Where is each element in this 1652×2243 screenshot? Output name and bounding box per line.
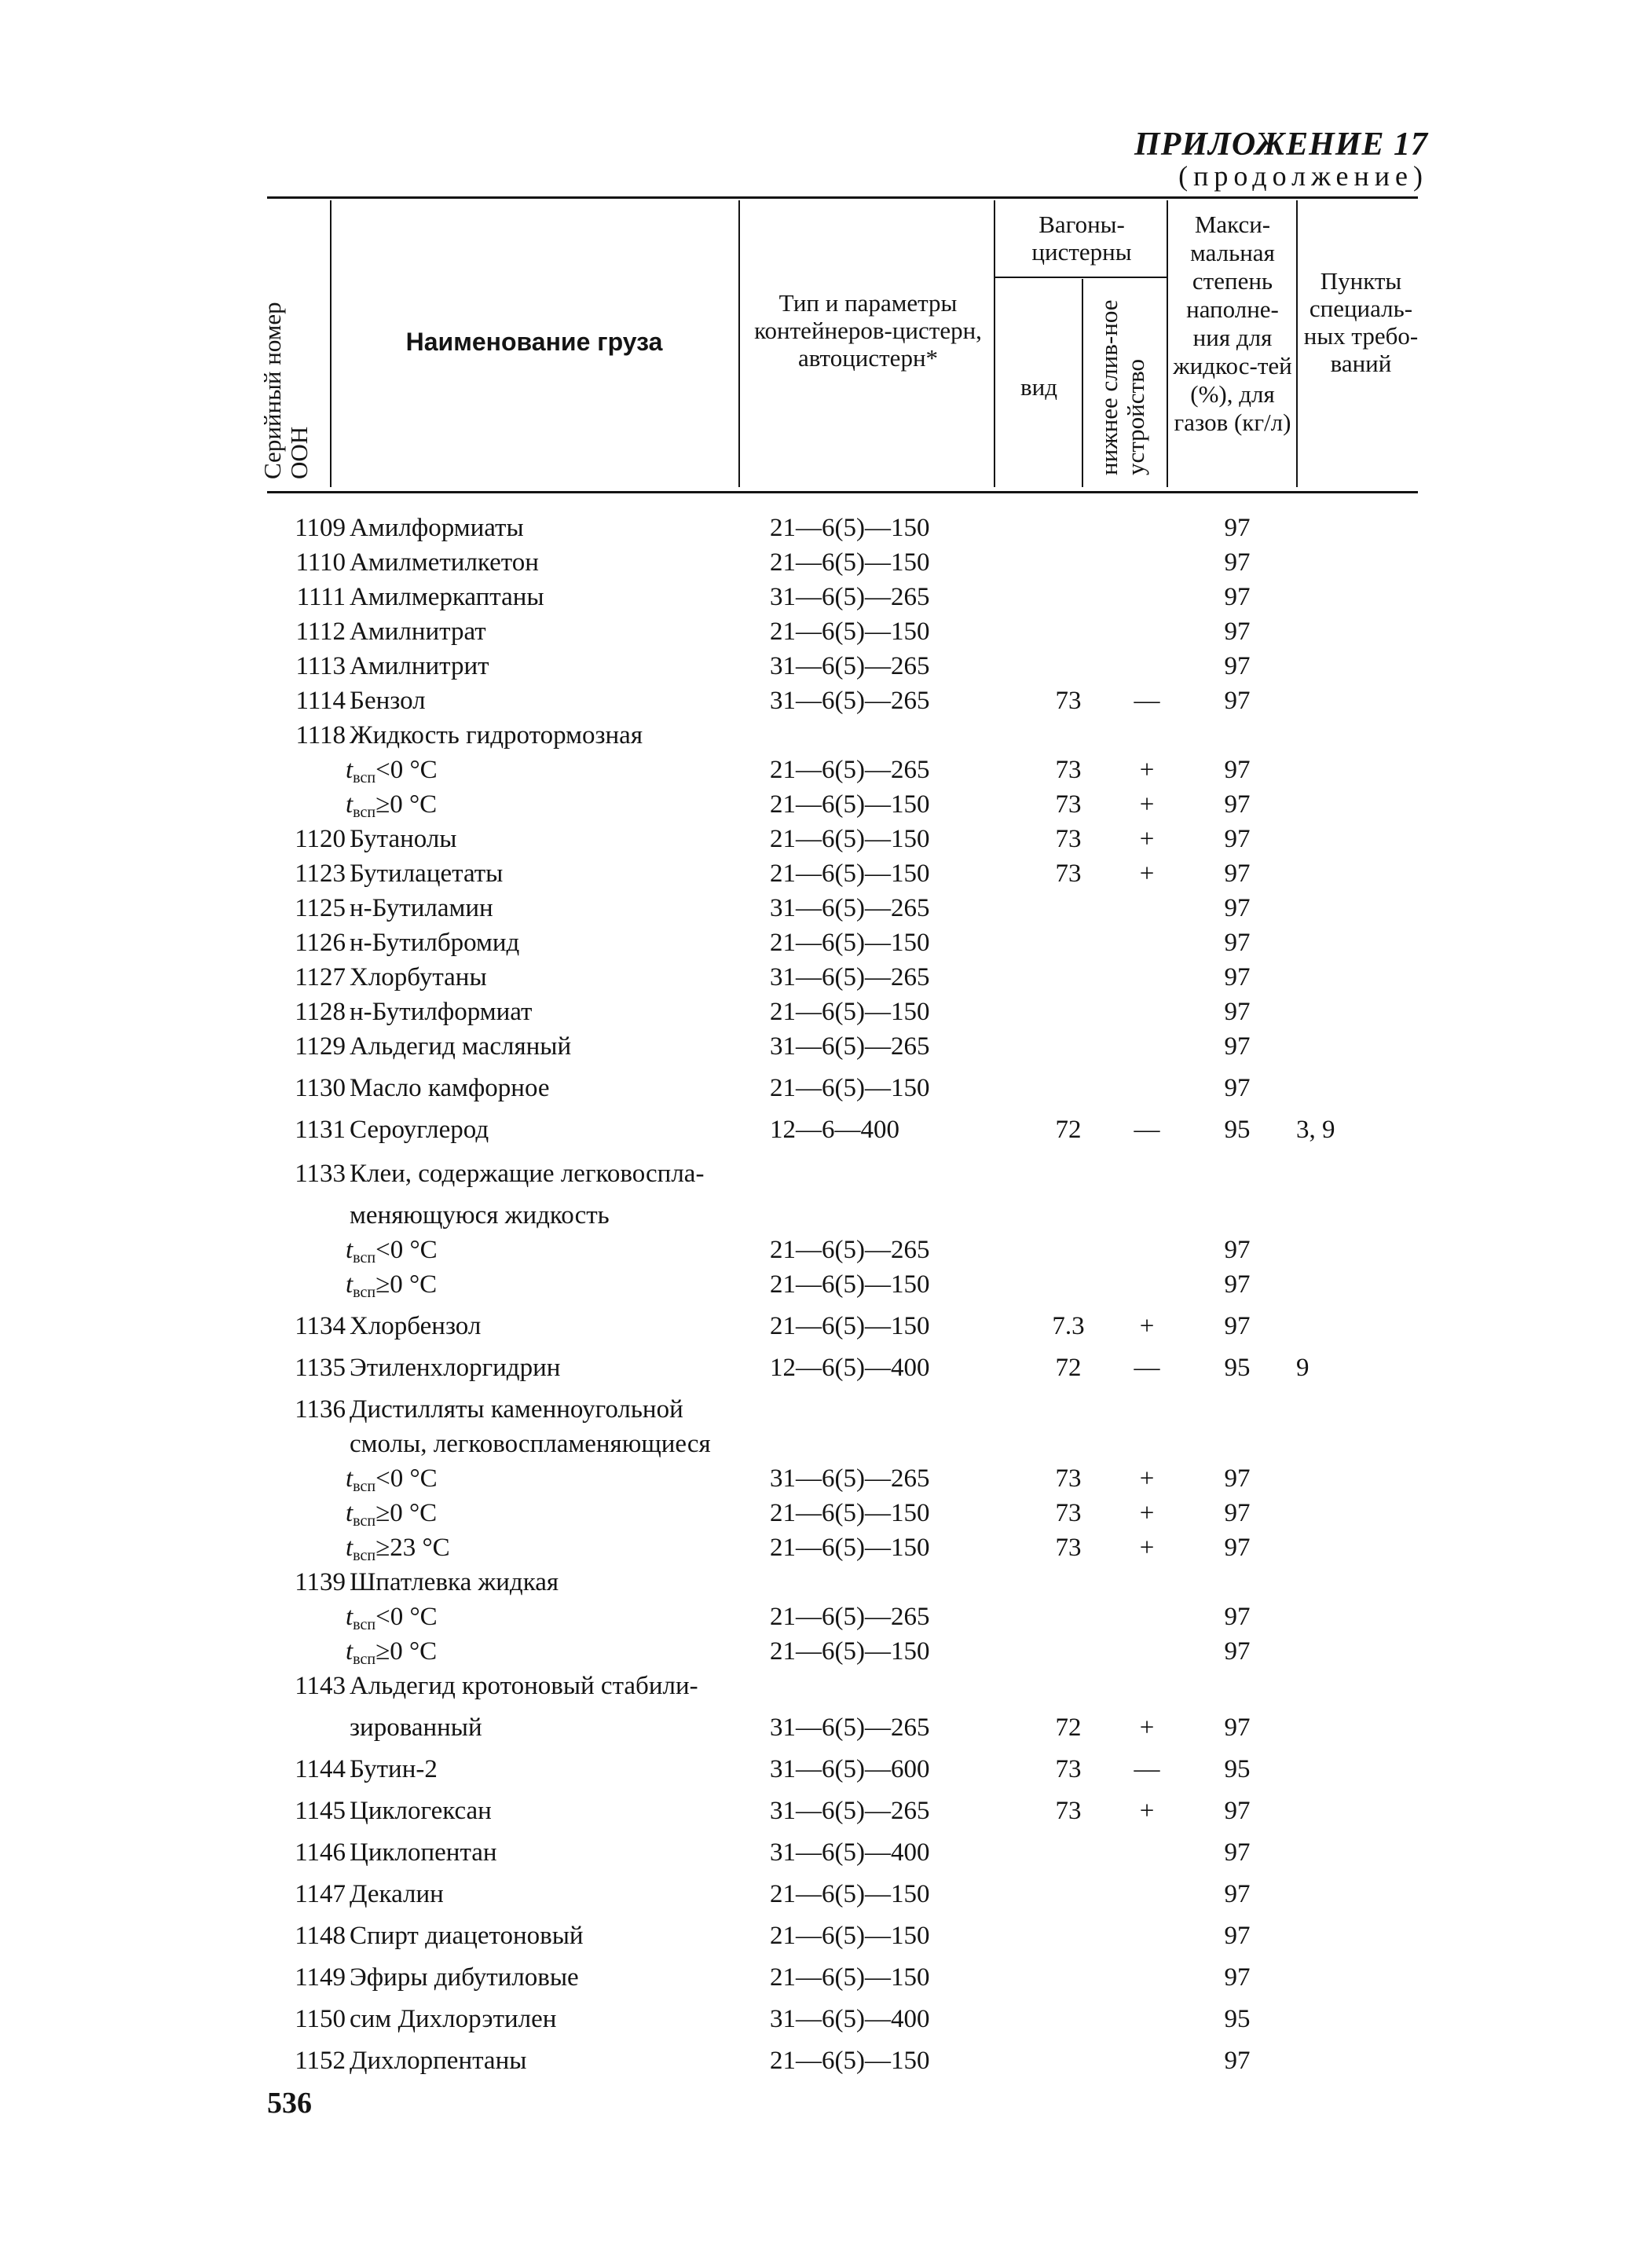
cargo-name: Декалин <box>350 1880 444 1908</box>
max-fill: 95 <box>1224 1755 1251 1783</box>
flash-point-subscript: всп <box>353 804 376 821</box>
serial-number: 1110 <box>295 548 346 577</box>
table-row <box>267 1461 1445 1496</box>
table-row <box>267 1392 1445 1427</box>
flash-point-symbol: t <box>346 1236 353 1264</box>
serial-number: 1148 <box>295 1922 346 1950</box>
cargo-name: Амилформиаты <box>350 514 524 542</box>
cargo-name: смолы, легковоспламеняющиеся <box>350 1430 711 1458</box>
wagon-kind: 72 <box>1055 1713 1082 1742</box>
container-type: 21—6(5)—150 <box>770 2047 930 2075</box>
flash-point-symbol: t <box>346 1534 353 1562</box>
wagon-kind: 73 <box>1055 1499 1082 1527</box>
serial-number: 1134 <box>295 1312 346 1340</box>
cargo-name: меняющуюся жидкость <box>350 1201 610 1230</box>
table-row <box>267 1530 1445 1565</box>
table-row <box>267 1919 1445 1953</box>
table-row <box>267 822 1445 856</box>
table-row <box>267 891 1445 925</box>
cargo-name: сим Дихлорэтилен <box>350 2005 557 2033</box>
header-bottom-rule <box>267 491 1418 493</box>
table-row <box>267 1877 1445 1911</box>
max-fill: 97 <box>1224 1534 1251 1562</box>
flash-point-symbol: t <box>346 790 353 819</box>
max-fill: 97 <box>1224 756 1251 784</box>
bottom-drain: — <box>1134 687 1160 715</box>
cargo-name: Сероуглерод <box>350 1116 489 1144</box>
header-name: Наименование груза <box>405 328 663 356</box>
bottom-drain: + <box>1139 1713 1155 1742</box>
cargo-name: Хлорбутаны <box>350 963 487 991</box>
table-row <box>267 1669 1445 1703</box>
table-row <box>267 753 1445 787</box>
cargo-name: Дистилляты каменноугольной <box>350 1395 683 1424</box>
max-fill: 95 <box>1224 2005 1251 2033</box>
flash-point-condition: <0 °C <box>375 1464 438 1493</box>
container-type: 21—6(5)—150 <box>770 548 930 577</box>
wagon-kind: 73 <box>1055 790 1082 819</box>
flash-point-symbol: t <box>346 1499 353 1527</box>
divider-wagons <box>1167 200 1168 487</box>
serial-number: 1131 <box>295 1116 346 1144</box>
table-row <box>267 1156 1445 1191</box>
container-type: 12—6(5)—400 <box>770 1354 930 1382</box>
container-type: 31—6(5)—400 <box>770 2005 930 2033</box>
bottom-drain: — <box>1134 1116 1160 1144</box>
container-type: 31—6(5)—265 <box>770 583 930 611</box>
max-fill: 97 <box>1224 2047 1251 2075</box>
bottom-drain: — <box>1134 1755 1160 1783</box>
flash-point-symbol: t <box>346 1464 353 1493</box>
header-max-fill: Макси-мальная степень наполне-ния для жидкос-тей (%), для газов (кг/л) <box>1173 211 1292 436</box>
table-row <box>267 1710 1445 1745</box>
serial-number: 1112 <box>295 618 346 646</box>
container-type: 21—6(5)—150 <box>770 1534 930 1562</box>
divider-serial <box>330 200 331 487</box>
container-type: 31—6(5)—600 <box>770 1755 930 1783</box>
bottom-drain: + <box>1139 790 1155 819</box>
cargo-name: Этиленхлоргидрин <box>350 1354 561 1382</box>
header-wagon-kind: вид <box>1020 373 1057 401</box>
max-fill: 97 <box>1224 1236 1251 1264</box>
cargo-name: н-Бутиламин <box>350 894 493 922</box>
table-row <box>267 925 1445 960</box>
flash-point-condition: ≥23 °C <box>375 1534 450 1562</box>
serial-number: 1139 <box>295 1568 346 1596</box>
bottom-drain: + <box>1139 859 1155 888</box>
cargo-name: зированный <box>350 1713 482 1742</box>
table-row <box>267 1071 1445 1105</box>
serial-number: 1120 <box>295 825 346 853</box>
serial-number: 1149 <box>295 1963 346 1992</box>
flash-point-condition: <0 °C <box>375 1236 438 1264</box>
container-type: 21—6(5)—150 <box>770 1963 930 1992</box>
container-type: 21—6(5)—150 <box>770 1637 930 1666</box>
table-row <box>267 1752 1445 1787</box>
wagon-kind: 73 <box>1055 859 1082 888</box>
max-fill: 97 <box>1224 1713 1251 1742</box>
cargo-name: Бутилацетаты <box>350 859 504 888</box>
container-type: 21—6(5)—150 <box>770 1922 930 1950</box>
bottom-drain: + <box>1139 1312 1155 1340</box>
cargo-name: Амилнитрат <box>350 618 486 646</box>
max-fill: 97 <box>1224 1270 1251 1299</box>
table-row <box>267 787 1445 822</box>
cargo-name: Дихлорпентаны <box>350 2047 527 2075</box>
flash-point-subscript: всп <box>353 1547 376 1564</box>
max-fill: 95 <box>1224 1116 1251 1144</box>
serial-number: 1126 <box>295 929 346 957</box>
bottom-drain: + <box>1139 1534 1155 1562</box>
max-fill: 97 <box>1224 1797 1251 1825</box>
bottom-drain: + <box>1139 1499 1155 1527</box>
cargo-name: н-Бутилбромид <box>350 929 520 957</box>
max-fill: 97 <box>1224 825 1251 853</box>
serial-number: 1125 <box>295 894 346 922</box>
container-type: 21—6(5)—150 <box>770 1499 930 1527</box>
header-type: Тип и параметры контейнеров-цистерн, автоцистерн* <box>754 289 982 372</box>
flash-point-condition: ≥0 °C <box>375 1499 438 1527</box>
table-row <box>267 960 1445 995</box>
max-fill: 97 <box>1224 1880 1251 1908</box>
wagon-kind: 73 <box>1055 756 1082 784</box>
serial-number: 1123 <box>295 859 346 888</box>
max-fill: 97 <box>1224 998 1251 1026</box>
cargo-name: Эфиры дибутиловые <box>350 1963 579 1992</box>
wagon-kind: 73 <box>1055 1755 1082 1783</box>
wagon-kind: 73 <box>1055 1534 1082 1562</box>
serial-number: 1144 <box>295 1755 346 1783</box>
table-row <box>267 1198 1445 1233</box>
flash-point-symbol: t <box>346 756 353 784</box>
max-fill: 97 <box>1224 618 1251 646</box>
container-type: 21—6(5)—150 <box>770 998 930 1026</box>
table-row <box>267 580 1445 614</box>
container-type: 21—6(5)—150 <box>770 1880 930 1908</box>
serial-number: 1135 <box>295 1354 346 1382</box>
max-fill: 97 <box>1224 1922 1251 1950</box>
flash-point-condition: ≥0 °C <box>375 1270 438 1299</box>
container-type: 21—6(5)—265 <box>770 1236 930 1264</box>
header-wagons: Вагоны-цистерны <box>1031 211 1132 266</box>
flash-point-condition: <0 °C <box>375 756 438 784</box>
cargo-name: Спирт диацетоновый <box>350 1922 584 1950</box>
bottom-drain: + <box>1139 756 1155 784</box>
max-fill: 97 <box>1224 1637 1251 1666</box>
table-row <box>267 995 1445 1029</box>
max-fill: 97 <box>1224 1074 1251 1102</box>
table-row <box>267 1309 1445 1343</box>
table-row <box>267 1427 1445 1461</box>
special-points: 9 <box>1296 1354 1310 1382</box>
container-type: 21—6(5)—150 <box>770 859 930 888</box>
divider-type <box>994 200 995 487</box>
header-top-rule <box>267 196 1418 199</box>
serial-number: 1150 <box>295 2005 346 2033</box>
serial-number: 1113 <box>295 652 346 680</box>
serial-number: 1143 <box>295 1672 346 1700</box>
table-row <box>267 1496 1445 1530</box>
max-fill: 97 <box>1224 1032 1251 1061</box>
flash-point-subscript: всп <box>353 1249 376 1266</box>
wagon-kind: 73 <box>1055 687 1082 715</box>
container-type: 21—6(5)—150 <box>770 790 930 819</box>
bottom-drain: — <box>1134 1354 1160 1382</box>
flash-point-symbol: t <box>346 1637 353 1666</box>
serial-number: 1129 <box>295 1032 346 1061</box>
cargo-name: Альдегид кротоновый стабили- <box>350 1672 698 1700</box>
flash-point-symbol: t <box>346 1270 353 1299</box>
max-fill: 97 <box>1224 548 1251 577</box>
max-fill: 95 <box>1224 1354 1251 1382</box>
bottom-drain: + <box>1139 1464 1155 1493</box>
container-type: 21—6(5)—150 <box>770 514 930 542</box>
container-type: 31—6(5)—400 <box>770 1838 930 1867</box>
cargo-name: Бутин-2 <box>350 1755 438 1783</box>
wagon-kind: 7.3 <box>1052 1312 1085 1340</box>
table-row <box>267 718 1445 753</box>
max-fill: 97 <box>1224 1603 1251 1631</box>
container-type: 21—6(5)—265 <box>770 756 930 784</box>
flash-point-symbol: t <box>346 1603 353 1631</box>
max-fill: 97 <box>1224 514 1251 542</box>
page-number: 536 <box>267 2087 312 2120</box>
wagon-kind: 73 <box>1055 1797 1082 1825</box>
container-type: 12—6—400 <box>770 1116 899 1144</box>
max-fill: 97 <box>1224 929 1251 957</box>
header-wagon-drain: нижнее слив-ное устройство <box>1095 299 1149 475</box>
table-row <box>267 545 1445 580</box>
table-row <box>267 1634 1445 1669</box>
flash-point-subscript: всп <box>353 769 376 786</box>
max-fill: 97 <box>1224 1838 1251 1867</box>
serial-number: 1111 <box>296 583 346 611</box>
max-fill: 97 <box>1224 1312 1251 1340</box>
flash-point-subscript: всп <box>353 1651 376 1668</box>
container-type: 31—6(5)—265 <box>770 894 930 922</box>
cargo-name: Жидкость гидротормозная <box>350 721 643 749</box>
max-fill: 97 <box>1224 1963 1251 1992</box>
table-row <box>267 1351 1445 1385</box>
container-type: 21—6(5)—150 <box>770 929 930 957</box>
cargo-name: Бензол <box>350 687 426 715</box>
serial-number: 1109 <box>295 514 346 542</box>
cargo-name: Циклогексан <box>350 1797 492 1825</box>
table-row <box>267 1029 1445 1064</box>
container-type: 21—6(5)—150 <box>770 1270 930 1299</box>
max-fill: 97 <box>1224 894 1251 922</box>
container-type: 31—6(5)—265 <box>770 963 930 991</box>
container-type: 21—6(5)—150 <box>770 825 930 853</box>
table-row <box>267 2043 1445 2078</box>
table-row <box>267 1112 1445 1147</box>
table-row <box>267 511 1445 545</box>
divider-max <box>1296 200 1298 487</box>
table-row <box>267 649 1445 684</box>
serial-number: 1145 <box>295 1797 346 1825</box>
flash-point-subscript: всп <box>353 1616 376 1633</box>
cargo-name: Циклопентан <box>350 1838 497 1867</box>
cargo-name: Хлорбензол <box>350 1312 482 1340</box>
table-row <box>267 1565 1445 1600</box>
table-row <box>267 1600 1445 1634</box>
table-row <box>267 614 1445 649</box>
container-type: 31—6(5)—265 <box>770 687 930 715</box>
container-type: 21—6(5)—150 <box>770 1074 930 1102</box>
container-type: 31—6(5)—265 <box>770 1464 930 1493</box>
flash-point-condition: ≥0 °C <box>375 790 438 819</box>
table-row <box>267 1233 1445 1267</box>
table-row <box>267 1835 1445 1870</box>
wagon-kind: 73 <box>1055 825 1082 853</box>
serial-number: 1118 <box>295 721 346 749</box>
flash-point-condition: ≥0 °C <box>375 1637 438 1666</box>
serial-number: 1127 <box>295 963 346 991</box>
cargo-name: н-Бутилформиат <box>350 998 533 1026</box>
container-type: 31—6(5)—265 <box>770 1032 930 1061</box>
header-special-points: Пункты специаль-ных требо-ваний <box>1303 267 1419 377</box>
serial-number: 1128 <box>295 998 346 1026</box>
max-fill: 97 <box>1224 583 1251 611</box>
table-row <box>267 684 1445 718</box>
appendix-title: ПРИЛОЖЕНИЕ 17 <box>1134 126 1428 163</box>
container-type: 21—6(5)—265 <box>770 1603 930 1631</box>
wagon-kind: 72 <box>1055 1116 1082 1144</box>
continuation-label: (продолжение) <box>1178 160 1428 192</box>
wagon-kind: 73 <box>1055 1464 1082 1493</box>
table-row <box>267 856 1445 891</box>
serial-number: 1136 <box>295 1395 346 1424</box>
container-type: 31—6(5)—265 <box>770 652 930 680</box>
table-row <box>267 1267 1445 1302</box>
cargo-name: Масло камфорное <box>350 1074 550 1102</box>
bottom-drain: + <box>1139 1797 1155 1825</box>
flash-point-condition: <0 °C <box>375 1603 438 1631</box>
table-row <box>267 2002 1445 2036</box>
cargo-name: Бутанолы <box>350 825 457 853</box>
max-fill: 97 <box>1224 790 1251 819</box>
bottom-drain: + <box>1139 825 1155 853</box>
divider-name <box>738 200 740 487</box>
flash-point-subscript: всп <box>353 1512 376 1530</box>
cargo-name: Шпатлевка жидкая <box>350 1568 559 1596</box>
serial-number: 1130 <box>295 1074 346 1102</box>
max-fill: 97 <box>1224 1464 1251 1493</box>
container-type: 21—6(5)—150 <box>770 1312 930 1340</box>
table-row <box>267 1960 1445 1995</box>
max-fill: 97 <box>1224 859 1251 888</box>
divider-wagon-kind <box>1082 279 1083 487</box>
cargo-name: Альдегид масляный <box>350 1032 572 1061</box>
cargo-name: Амилметилкетон <box>350 548 539 577</box>
cargo-name: Амилмеркаптаны <box>350 583 544 611</box>
serial-number: 1147 <box>295 1880 346 1908</box>
table-row <box>267 1794 1445 1828</box>
max-fill: 97 <box>1224 1499 1251 1527</box>
wagon-kind: 72 <box>1055 1354 1082 1382</box>
cargo-name: Клеи, содержащие легковоспла- <box>350 1160 705 1188</box>
max-fill: 97 <box>1224 687 1251 715</box>
serial-number: 1146 <box>295 1838 346 1867</box>
container-type: 31—6(5)—265 <box>770 1713 930 1742</box>
serial-number: 1114 <box>295 687 346 715</box>
container-type: 31—6(5)—265 <box>770 1797 930 1825</box>
flash-point-subscript: всп <box>353 1478 376 1495</box>
container-type: 21—6(5)—150 <box>770 618 930 646</box>
wagons-subheader-rule <box>995 277 1167 278</box>
serial-number: 1152 <box>295 2047 346 2075</box>
cargo-name: Амилнитрит <box>350 652 489 680</box>
max-fill: 97 <box>1224 963 1251 991</box>
special-points: 3, 9 <box>1296 1116 1335 1144</box>
serial-number: 1133 <box>295 1160 346 1188</box>
max-fill: 97 <box>1224 652 1251 680</box>
flash-point-subscript: всп <box>353 1284 376 1301</box>
header-serial: Серийный номер ООН <box>258 302 313 479</box>
